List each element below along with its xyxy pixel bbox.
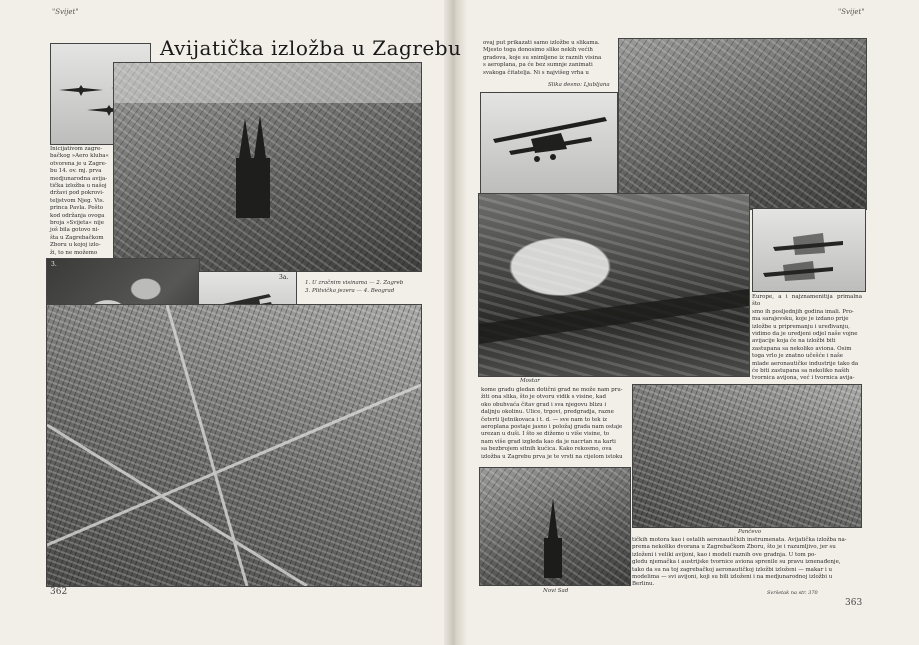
text-line: oko obuhvaća čitav grad i sva njegovu blizu i <box>481 401 607 408</box>
text-line: još bila gotovo ni- <box>50 227 100 234</box>
photo-mostar-aerial <box>478 193 750 377</box>
text-line: žiti ona slika, što je otvoru vidik s visine, kad <box>481 394 607 401</box>
caption-ljubljana: Slika desno: Ljubljana <box>548 82 610 88</box>
text-line: medjunarodna avija- <box>50 175 108 182</box>
text-line: šta u Zagrebačkom <box>50 234 104 241</box>
text-line: tvornica avijona, već i tvornica avija- <box>752 375 855 382</box>
legend-line: 1. U zračnim visinama — 2. Zagreb <box>305 280 404 286</box>
text-line: modelima — svi avijoni, koji su bili izloženi i na medjunarodnoj izložbi u <box>632 574 833 581</box>
left-header: "Svijet" <box>52 8 79 16</box>
caption-mostar: Mostar <box>520 378 540 384</box>
right-page-number: 363 <box>845 598 863 608</box>
photo-biplane-right <box>480 92 618 194</box>
text-line: princa Pavla. Pošto <box>50 205 104 212</box>
left-page-number: 362 <box>50 587 68 597</box>
photo-label: 3. <box>51 261 57 268</box>
text-line: tičkih motora kao i ostalih aeronautičkih instrumenata. Avijatička izložba na- <box>632 537 847 543</box>
text-line: teljstvom Njeg. Vis. <box>50 197 105 204</box>
text-line: broja »Svijeta« nije <box>50 220 105 227</box>
text-line: daljnju okolinu. Ulice, trgovi, predgradja, razne <box>481 409 614 416</box>
side-text <box>752 294 862 383</box>
text-line: Europe, a i najznamenitija primalna što <box>752 294 862 308</box>
text-line: otvorena je u Zagre- <box>50 160 107 167</box>
text-line: mlade aeronautičke industrije tako da <box>752 360 859 367</box>
photo-plane-formation <box>752 208 866 292</box>
text-line: smo ih posljednjih godina imali. Pro- <box>752 308 854 315</box>
text-line: aeroplana postaje jasno i položaj grada nam ostaje <box>481 424 623 431</box>
legend-line: 3. Plitvička jezera — 4. Beograd <box>305 288 395 294</box>
text-line: četvrti ljetnikovaca i t. d. — sve nam to tek iz <box>481 416 608 423</box>
text-line: zastupana sa nekoliko aviona. Osim <box>752 345 852 352</box>
text-line: Mjesto toga donosimo slike nekih većih <box>483 47 593 54</box>
text-line: ži, to ne možemo <box>50 249 98 256</box>
intro-text <box>50 146 110 257</box>
right-header: "Svijet" <box>838 8 865 16</box>
text-line: državi pod pokrovi- <box>50 190 104 197</box>
photo-legend <box>305 279 420 295</box>
text-line: s aeroplana, pa će bez sumnje zanimati <box>483 62 593 69</box>
text-line: sa bezbrojem sitnih kućica. Kako rekosmo, ova <box>481 446 612 453</box>
text-line: izloženi i veliki avijoni, kao i modeli raznih ove gradnja. U tom po- <box>632 551 817 558</box>
text-line: prema nekoliko dvorana u Zagrebačkom Zboru, što je i razumljivo, jer su <box>632 544 836 551</box>
text-line: avijacije koja će na izložbi biti <box>752 338 836 345</box>
text-line: izložba u Zagrebu prva je te vrsti na cijelom istoku <box>481 453 623 460</box>
wing-shadow <box>479 194 749 376</box>
text-line: urezan u duši. I što se dižemo u više visine, to <box>481 431 610 438</box>
caption-novi-sad: Novi Sad <box>543 588 569 594</box>
photo-zagreb-aerial <box>113 62 422 272</box>
page-title: Avijatička izložba u Zagrebu <box>160 36 462 60</box>
street-lines <box>47 305 421 586</box>
text-line: bačkog »Aero kluba« <box>50 153 109 160</box>
text-line: kod održanja ovoga <box>50 212 105 219</box>
text-line: ovaj put prikazati samo izložbe u slikama. <box>483 40 600 46</box>
church-tower-icon <box>480 468 630 585</box>
airplanes-icon <box>753 209 865 291</box>
text-line: nam više grad izgleda kao da je nacrtan na karti <box>481 438 616 445</box>
continuation-note: Svršetak na str. 370 <box>767 590 818 596</box>
text-line: Inicijativom zagre- <box>50 146 103 152</box>
middle-text <box>481 387 627 461</box>
text-line: izložbe u pripremanju i uređivanju, <box>752 323 850 330</box>
photo-belgrade-aerial <box>46 304 422 587</box>
photo-pancevo-aerial <box>632 384 862 528</box>
text-line: gradova, koje su snimljene iz raznih visina <box>483 54 602 61</box>
photo-ljubljana-aerial <box>618 38 867 210</box>
biplane-icon <box>481 93 617 193</box>
text-line: gledu njemačka i austrijske tvornice aviona sprenile su pravu iznenađenje, <box>632 559 841 566</box>
text-line: bu 14. ov. mj. prva <box>50 168 102 175</box>
book-spine <box>444 0 466 645</box>
text-line: tička izložba u našoj <box>50 183 107 190</box>
text-line: toga vrlo je znatno učešće i naše <box>752 353 844 360</box>
bottom-text <box>632 537 860 589</box>
text-line: Berlinu. <box>632 581 655 588</box>
text-line: vidimo da je uredjeni odjel naše vojne <box>752 331 858 338</box>
text-line: tako da su na toj zagrebačkoj aeronautičkoj izložbi izloženi — makar i u <box>632 566 832 573</box>
photo-label: 3a. <box>279 274 289 281</box>
cathedral-icon <box>114 63 421 271</box>
caption-pancevo: Pančevo <box>738 529 762 535</box>
text-line: ma sarajevsku, koje je izdano prije <box>752 316 849 323</box>
text-line: svakoga čitatelja. Ni s najvišeg vrha u <box>483 69 589 76</box>
text-line: kome gradu gledan dotični grad ne može nam pru- <box>481 387 623 393</box>
photo-novi-sad-aerial <box>479 467 631 586</box>
text-line: Zboru u kojoj izlo- <box>50 242 101 249</box>
text-line: će biti zastupana sa nekoliko naših <box>752 368 850 375</box>
top-text <box>483 40 611 77</box>
